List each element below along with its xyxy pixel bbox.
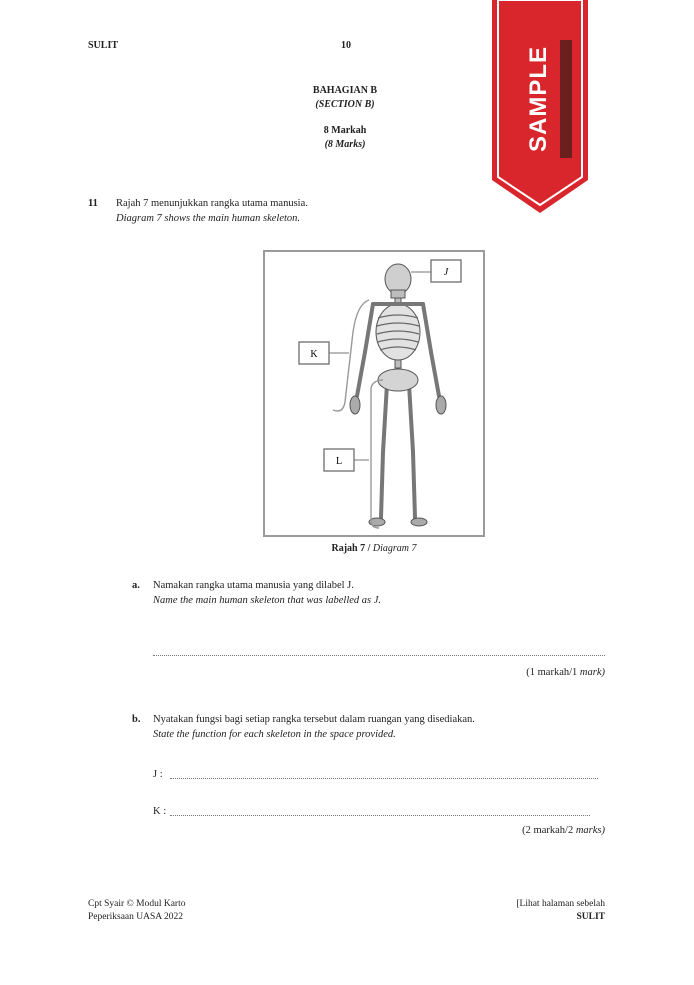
section-marks-en: (8 Marks) [324,139,366,150]
caption-en: Diagram 7 [372,543,417,554]
question-intro-en: Diagram 7 shows the main human skeleton. [116,213,301,224]
part-b-marks [522,823,605,838]
question-intro-ms: Rajah 7 menunjukkan rangka utama manusia. [116,198,308,209]
part-b-text-en: State the function for each skeleton in the space provided. [153,729,396,740]
pelvis-shape [378,369,418,391]
part-b-text-ms: Nyatakan fungsi bagi setiap rangka tersebut dalam ruangan yang disediakan. [153,714,475,725]
part-a-marks-ms: (1 markah/1 [526,667,580,678]
footer-copyright: Cpt Syair © Modul Karto [88,899,186,909]
part-a-letter: a. [132,580,140,591]
part-b-k-answer-line[interactable] [170,815,590,816]
section-title-ms: BAHAGIAN B [312,85,378,96]
part-a-answer-line[interactable] [153,655,605,656]
footer-exam: Peperiksaan UASA 2022 [88,912,183,922]
part-a-marks [526,665,605,680]
part-b-k-label: K : [153,806,167,817]
skeleton-diagram [263,250,485,537]
caption-ms: Rajah 7 / [331,543,373,554]
sample-text: SAMPLE [525,45,553,153]
diagram-caption [263,543,485,554]
footer-next-page: [Lihat halaman sebelah [516,899,605,909]
part-b-j-answer-line[interactable] [170,778,598,779]
section-title-en: (SECTION B) [315,99,375,110]
part-b-letter: b. [132,714,141,725]
label-l: L [335,456,343,467]
part-a-marks-en: mark) [579,667,605,678]
part-b-j-label: J : [153,769,163,780]
part-a-text-en: Name the main human skeleton that was labelled as J. [153,595,382,606]
part-a-text-ms: Namakan rangka utama manusia yang dilabel J. [153,580,354,591]
label-j: J [443,267,449,278]
footer-sulit: SULIT [576,912,605,922]
part-b-marks-en: marks) [575,825,605,836]
part-b-marks-ms: (2 markah/2 [522,825,576,836]
section-heading [250,84,440,152]
skeleton-illustration [265,252,483,535]
section-marks-ms: 8 Markah [323,125,367,136]
ribcage-shape [376,304,420,360]
label-k: K [310,349,318,360]
header-sulit: SULIT [88,40,119,51]
sample-label [494,40,584,158]
page-number: 10 [341,40,351,51]
question-number: 11 [88,198,98,209]
